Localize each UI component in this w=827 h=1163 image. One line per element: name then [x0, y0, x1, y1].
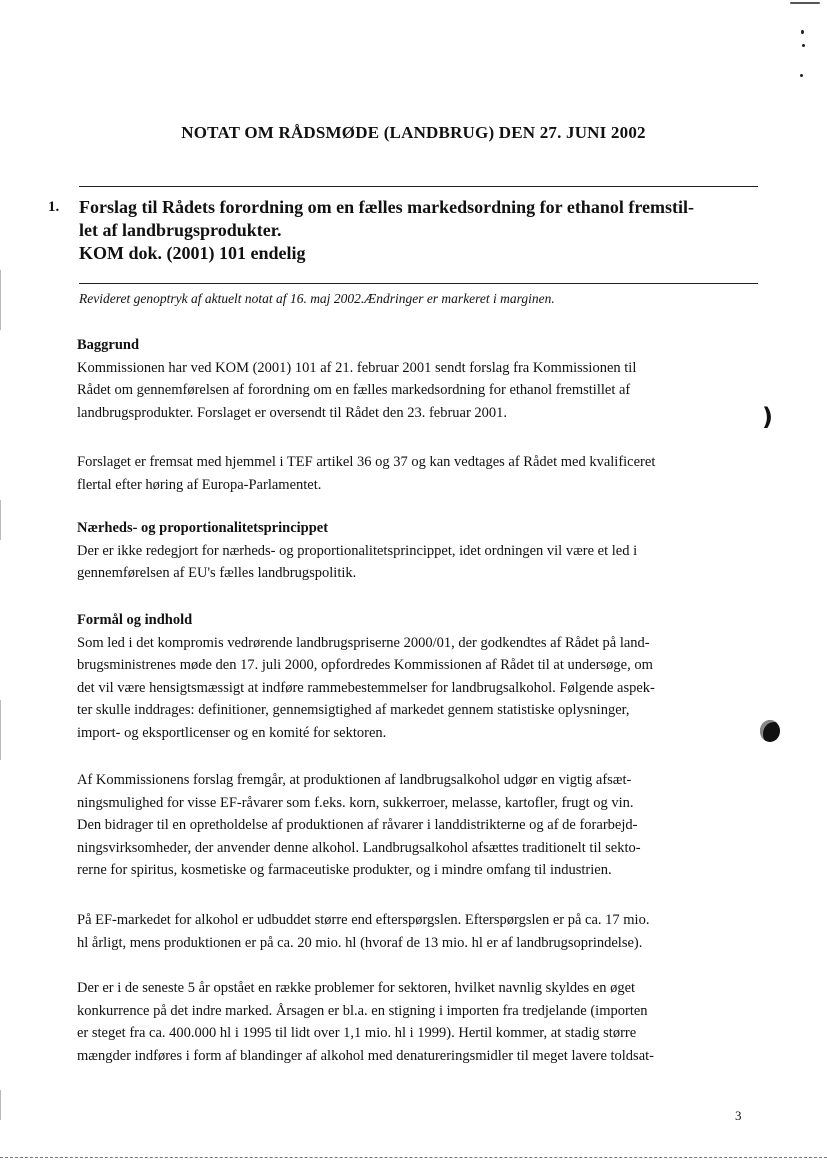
produktion-block	[77, 769, 747, 882]
text-line: ter skulle inddrages: definitioner, gennemsigtighed af markedet gennem statistiske oplysninger,	[77, 702, 630, 718]
text-line: Der er ikke redegjort for nærheds- og proportionalitetsprincippet, idet ordningen vil være et led i	[77, 542, 638, 559]
text-line: mængder indføres i form af blandinger af alkohol med denatureringsmidler til meget lavere toldsat-	[77, 1047, 654, 1064]
formaal-block	[77, 609, 747, 744]
produktion-paragraph	[77, 769, 747, 882]
scan-edge	[0, 1090, 1, 1120]
text-line: det vil være hensigtsmæssigt at indføre rammebestemmelser for landbrugsalkohol. Følgende aspek-	[77, 679, 655, 696]
text-line: flertal efter høring af Europa-Parlamentet.	[77, 476, 322, 493]
text-line: ningsvirksomheder, der anvender denne alkohol. Landbrugsalkohol afsættes traditionelt til sekto-	[77, 839, 641, 856]
baggrund-paragraph	[77, 357, 747, 425]
problemer-block	[77, 977, 747, 1067]
margin-change-mark: )	[762, 403, 773, 431]
hjemmel-block	[77, 451, 747, 496]
text-line: gennemførelsen af EU's fælles landbrugspolitik.	[77, 565, 357, 581]
text-line: Der er i de seneste 5 år opstået en række problemer for sektoren, hvilket navnlig skyldes en øget	[77, 980, 636, 996]
text-line: landbrugsprodukter. Forslaget er oversendt til Rådet den 23. februar 2001.	[77, 404, 508, 421]
formaal-heading: Formål og indhold	[77, 612, 193, 628]
page-title: NOTAT OM RÅDSMØDE (LANDBRUG) DEN 27. JUNI 2002	[181, 123, 646, 142]
scan-speck	[790, 2, 820, 4]
revised-note: Revideret genoptryk af aktuelt notat af 16. maj 2002.Ændringer er markeret i marginen.	[79, 291, 555, 306]
text-line: Som led i det kompromis vedrørende landbrugspriserne 2000/01, der godkendtes af Rådet på land-	[77, 634, 650, 651]
scan-speck	[801, 30, 804, 34]
scan-edge	[0, 500, 1, 540]
formaal-paragraph	[77, 632, 747, 745]
text-line: er steget fra ca. 400.000 hl i 1995 til lidt over 1,1 mio. hl i 1999). Hertil kommer, at stadig større	[77, 1025, 637, 1041]
hjemmel-paragraph	[77, 451, 747, 496]
marked-paragraph	[77, 909, 747, 954]
text-line: hl årligt, mens produktionen er på ca. 20 mio. hl (hvoraf de 13 mio. hl er af landbrugsoprindelse).	[77, 934, 643, 951]
scan-speck	[800, 74, 803, 77]
bottom-divider	[79, 283, 758, 284]
text-line: På EF-markedet for alkohol er udbuddet større end efterspørgslen. Efterspørgslen er på ca. 17 mio.	[77, 912, 650, 928]
naerhed-heading: Nærheds- og proportionalitetsprincippet	[77, 520, 329, 536]
text-line: Rådet om gennemførelsen af forordning om en fælles markedsordning for ethanol fremstillet af	[77, 382, 631, 398]
margin-change-dot-icon	[760, 720, 780, 742]
scan-edge	[0, 700, 1, 760]
baggrund-block	[77, 334, 747, 424]
marked-block	[77, 909, 747, 954]
text-line: ningsmulighed for visse EF-råvarer som f.eks. korn, sukkerroer, melasse, kartofler, frugt og vin.	[77, 794, 634, 811]
scan-bottom-line	[0, 1157, 827, 1158]
naerhed-paragraph	[77, 540, 747, 585]
section-number: 1.	[48, 199, 60, 215]
baggrund-heading: Baggrund	[77, 337, 140, 353]
scan-speck	[802, 44, 805, 47]
page-number: 3	[735, 1108, 742, 1123]
problemer-paragraph	[77, 977, 747, 1067]
text-line: brugsministrenes møde den 17. juli 2000, opfordredes Kommissionen af Rådet til at undersøge, om	[77, 657, 653, 673]
text-line: Af Kommissionens forslag fremgår, at produktionen af landbrugsalkohol udgør en vigtig afsæt-	[77, 772, 632, 788]
section-heading-line: Forslag til Rådets forordning om en fælles markedsordning for ethanol fremstil-	[79, 197, 694, 217]
text-line: rerne for spiritus, kosmetiske og farmaceutiske produkter, og i mindre omfang til industrien.	[77, 862, 612, 878]
top-divider	[79, 186, 758, 187]
text-line: konkurrence på det indre marked. Årsagen er bl.a. en stigning i importen fra tredjelande (importen	[77, 1002, 648, 1019]
section-heading-line: let af landbrugsprodukter.	[79, 220, 282, 240]
text-line: import- og eksportlicenser og en komité for sektoren.	[77, 724, 387, 741]
text-line: Den bidrager til en opretholdelse af produktionen af råvarer i landdistrikterne og af de forarbejd-	[77, 817, 638, 833]
text-line: Kommissionen har ved KOM (2001) 101 af 21. februar 2001 sendt forslag fra Kommissionen til	[77, 359, 637, 376]
scan-edge	[0, 270, 1, 330]
text-line: Forslaget er fremsat med hjemmel i TEF artikel 36 og 37 og kan vedtages af Rådet med kvalificeret	[77, 454, 656, 470]
naerhed-block	[77, 517, 747, 585]
section-heading-line: KOM dok. (2001) 101 endelig	[79, 243, 306, 263]
section-heading-lines	[79, 196, 769, 265]
